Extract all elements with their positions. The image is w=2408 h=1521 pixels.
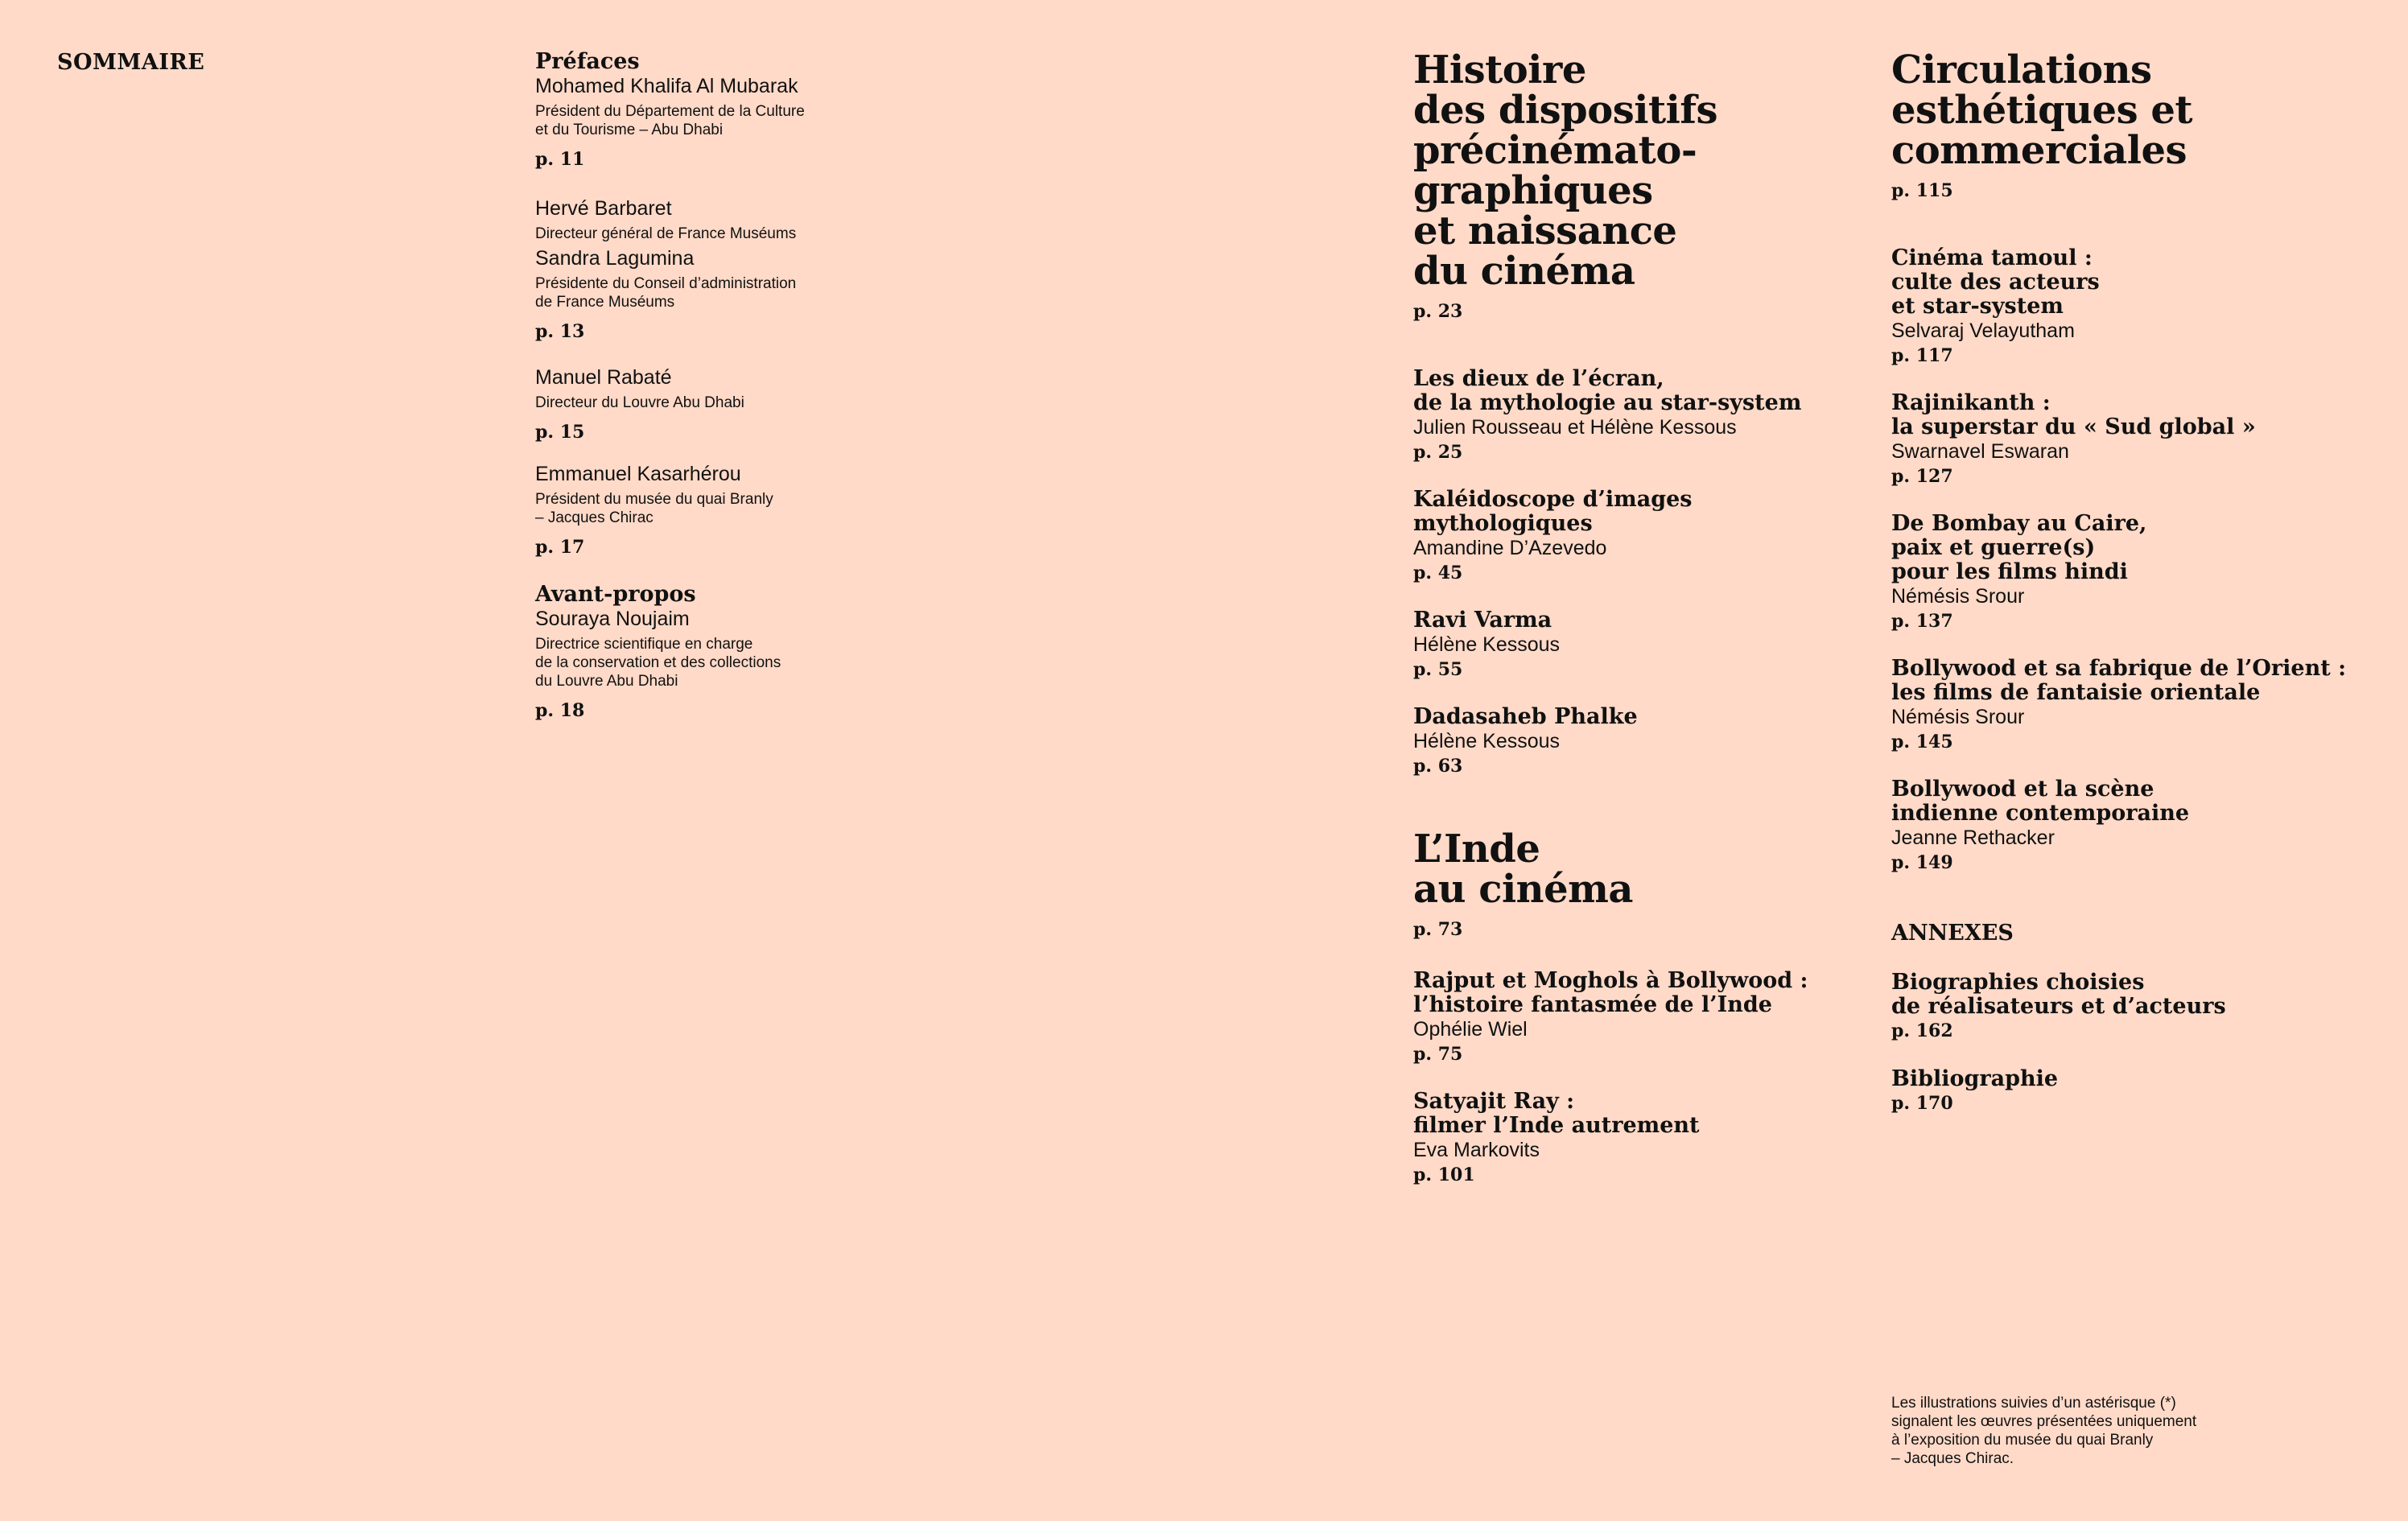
entry-page: p. 25 xyxy=(1413,442,1463,463)
preface-page: p. 13 xyxy=(535,321,585,342)
entry-page: p. 145 xyxy=(1891,732,1953,752)
entry-title: De Bombay au Caire, paix et guerre(s) pour les films hindi xyxy=(1891,511,2147,584)
entry-author: Selvaraj Velayutham xyxy=(1891,319,2075,342)
toc-entry xyxy=(1413,367,1864,464)
entry-title: Cinéma tamoul : culte des acteurs et star-system xyxy=(1891,245,2100,319)
entry-title: Ravi Varma xyxy=(1413,608,1552,633)
entry-author: Hélène Kessous xyxy=(1413,633,1561,656)
toc-entry xyxy=(1891,246,2374,368)
toc-entry xyxy=(1413,608,1864,682)
illustrations-note: Les illustrations suivies d’un astérisque (*) signalent les œuvres présentées uniquement à l’exposition du musée du quai Branly – Jacques Chirac. xyxy=(1891,1395,2197,1467)
toc-entry xyxy=(1413,969,1864,1066)
toc-entry xyxy=(1891,391,2374,488)
toc-entry xyxy=(1891,971,2374,1043)
preface-author: Manuel Rabaté xyxy=(535,366,672,389)
toc-entry xyxy=(1413,705,1864,778)
toc-entry xyxy=(1891,657,2374,754)
avant-propos-author-role: Directrice scientifique en charge de la conservation et des collections du Louvre Abu Dhabi xyxy=(535,636,781,690)
toc-entry xyxy=(1413,488,1864,585)
entry-page: p. 117 xyxy=(1891,345,1953,366)
section-title: Histoire des dispositifs précinémato- graphiques et naissance du cinéma xyxy=(1413,47,1718,294)
preface-author: Emmanuel Kasarhérou xyxy=(535,463,741,485)
preface-block-2 xyxy=(535,196,873,342)
section-page: p. 23 xyxy=(1413,301,1463,322)
preface-author: Sandra Lagumina xyxy=(535,247,695,270)
section-title: Circulations esthétiques et commerciales xyxy=(1891,47,2193,173)
entry-title: Kaléidoscope d’images mythologiques xyxy=(1413,487,1693,536)
entry-page: p. 162 xyxy=(1891,1020,1953,1041)
section-circulations xyxy=(1891,47,2342,201)
avant-propos-page: p. 18 xyxy=(535,700,585,721)
entry-title: Rajinikanth : la superstar du « Sud global » xyxy=(1891,390,2256,439)
entry-author: Hélène Kessous xyxy=(1413,730,1561,752)
preface-author: Hervé Barbaret xyxy=(535,197,672,220)
avant-propos-author: Souraya Noujaim xyxy=(535,608,690,630)
entry-title: Biographies choisies de réalisateurs et d’acteurs xyxy=(1891,970,2226,1019)
preface-block-4 xyxy=(535,462,873,558)
preface-page: p. 11 xyxy=(535,149,585,170)
entry-author: Amandine D’Azevedo xyxy=(1413,537,1607,559)
preface-block-1 xyxy=(535,50,873,170)
entry-author: Némésis Srour xyxy=(1891,706,2025,728)
toc-entry xyxy=(1891,1067,2374,1115)
entry-title: Rajput et Moghols à Bollywood : l’histoire fantasmée de l’Inde xyxy=(1413,968,1808,1017)
avant-propos-block xyxy=(535,583,873,721)
entry-page: p. 75 xyxy=(1413,1044,1463,1065)
preface-author-role: Présidente du Conseil d’administration de France Muséums xyxy=(535,275,797,311)
preface-block-3 xyxy=(535,365,873,443)
entry-page: p. 45 xyxy=(1413,563,1463,583)
annexes-heading: ANNEXES xyxy=(1891,921,2014,946)
preface-page: p. 15 xyxy=(535,422,585,443)
entry-author: Eva Markovits xyxy=(1413,1139,1540,1161)
entry-author: Jeanne Rethacker xyxy=(1891,826,2055,849)
section-inde xyxy=(1413,826,1832,940)
entry-title: Bollywood et sa fabrique de l’Orient : les films de fantaisie orientale xyxy=(1891,656,2347,705)
preface-author-role: Président du Département de la Culture et du Tourisme – Abu Dhabi xyxy=(535,103,805,138)
prefaces-heading: Préfaces xyxy=(535,49,640,74)
preface-page: p. 17 xyxy=(535,537,585,558)
entry-title: Satyajit Ray : filmer l’Inde autrement xyxy=(1413,1089,1700,1138)
page-title: SOMMAIRE xyxy=(57,50,205,75)
preface-author: Mohamed Khalifa Al Mubarak xyxy=(535,75,798,97)
entry-title: Bollywood et la scène indienne contemporaine xyxy=(1891,777,2190,826)
entry-author: Ophélie Wiel xyxy=(1413,1018,1528,1041)
entry-title: Dadasaheb Phalke xyxy=(1413,704,1638,729)
entry-author: Julien Rousseau et Hélène Kessous xyxy=(1413,416,1737,439)
preface-author-role: Président du musée du quai Branly – Jacques Chirac xyxy=(535,491,773,526)
entry-page: p. 137 xyxy=(1891,611,1953,632)
entry-page: p. 170 xyxy=(1891,1093,1953,1114)
preface-author-role: Directeur général de France Muséums xyxy=(535,225,797,242)
toc-entry xyxy=(1891,777,2374,875)
entry-page: p. 101 xyxy=(1413,1164,1475,1185)
entry-author: Némésis Srour xyxy=(1891,585,2025,608)
section-title: L’Inde au cinéma xyxy=(1413,826,1633,912)
section-histoire xyxy=(1413,47,1832,322)
entry-page: p. 63 xyxy=(1413,756,1463,777)
entry-page: p. 127 xyxy=(1891,466,1953,487)
entry-page: p. 55 xyxy=(1413,659,1463,680)
entry-title: Bibliographie xyxy=(1891,1066,2059,1091)
toc-entry xyxy=(1891,512,2374,633)
avant-propos-heading: Avant-propos xyxy=(535,582,696,607)
section-page: p. 115 xyxy=(1891,180,1953,201)
section-page: p. 73 xyxy=(1413,919,1463,940)
entry-title: Les dieux de l’écran, de la mythologie au star-system xyxy=(1413,366,1802,415)
preface-author-role: Directeur du Louvre Abu Dhabi xyxy=(535,394,744,411)
entry-author: Swarnavel Eswaran xyxy=(1891,440,2069,463)
entry-page: p. 149 xyxy=(1891,852,1953,873)
toc-entry xyxy=(1413,1090,1864,1187)
